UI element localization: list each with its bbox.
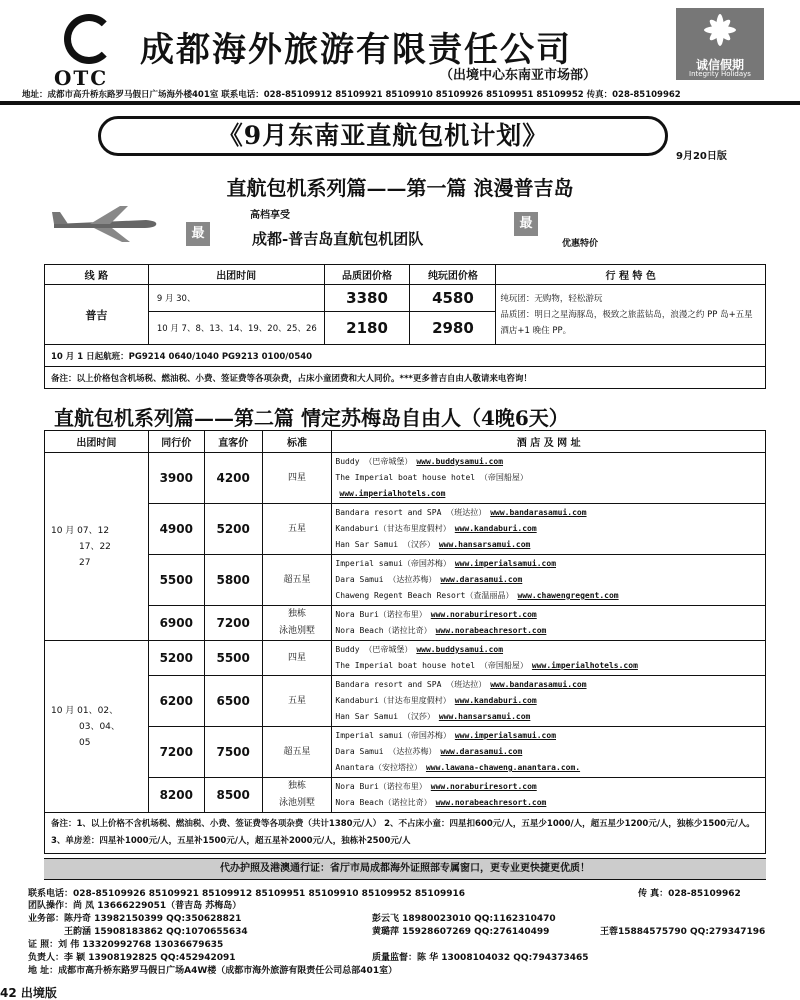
hotels-cell xyxy=(332,641,766,676)
hotel-name: Kandaburi（甘达布里度假村） xyxy=(335,696,451,705)
col-header: 出团时间 xyxy=(45,431,149,453)
date-line: 10 月 01、02、 xyxy=(51,705,119,716)
table-row xyxy=(45,641,766,676)
hotel-name: Dara Samui （达拉苏梅） xyxy=(335,575,437,584)
hotel-name: Han Sar Samui （汉莎） xyxy=(335,712,435,721)
hotel-name: Dara Samui （达拉苏梅） xyxy=(335,747,437,756)
brand-en: Integrity Holidays xyxy=(689,70,751,78)
hotel-name: Kandaburi（甘达布里度假村） xyxy=(335,524,451,533)
dates-cell xyxy=(45,453,149,641)
table-row xyxy=(45,606,766,641)
hotels-cell xyxy=(332,606,766,641)
department: （出境中心东南亚市场部） xyxy=(440,68,597,83)
hotel-line xyxy=(335,486,762,502)
direct-price: 8500 xyxy=(204,778,262,813)
hotel-name: Bandara resort and SPA （班达拉） xyxy=(335,508,487,517)
table-row xyxy=(45,778,766,813)
peer-price: 6200 xyxy=(148,676,204,727)
hotel-line xyxy=(335,588,762,604)
hotel-name: Nora Buri（诺拉布里） xyxy=(335,610,427,619)
hotel-line xyxy=(335,642,762,658)
series1-title: 直航包机系列篇——第一篇 浪漫普吉岛 xyxy=(226,176,574,200)
col-header: 酒 店 及 网 址 xyxy=(332,431,766,453)
hotel-url[interactable]: www.darasamui.com xyxy=(440,747,523,756)
hotel-line xyxy=(335,677,762,693)
version-label: 9月20日版 xyxy=(676,151,727,162)
pure-price: 2980 xyxy=(410,312,496,345)
hotel-url[interactable]: www.bandarasamui.com xyxy=(490,680,587,689)
table-row xyxy=(45,367,766,389)
premium-label: 高档享受 xyxy=(250,210,290,221)
hotel-url[interactable]: www.kandaburi.com xyxy=(454,696,537,705)
hotel-name: The Imperial boat house hotel （帝国船屋） xyxy=(335,473,528,482)
note-cell: 备注：以上价格包含机场税、燃油税、小费、签证费等各项杂费，占床小童团费和大人同价。***更多普吉自由人敬请来电咨询！ xyxy=(45,367,766,389)
hotel-name: Han Sar Samui （汉莎） xyxy=(335,540,435,549)
hotel-name: Nora Beach（诺拉比奇） xyxy=(335,626,432,635)
feature-line: 品质团：明日之星海豚岛，极致之旅蓝钻岛，浪漫之约 PP 岛+五星酒店+1 晚住 PP。 xyxy=(500,309,753,336)
peer-price: 4900 xyxy=(148,504,204,555)
hotels-cell xyxy=(332,778,766,813)
best-stamp-icon: 最 xyxy=(514,212,538,236)
hotel-url[interactable]: www.buddysamui.com xyxy=(416,457,504,466)
pure-price: 4580 xyxy=(410,285,496,312)
hotel-url[interactable]: www.hansarsamui.com xyxy=(438,712,531,721)
hotel-url[interactable]: www.norabeachresort.com xyxy=(435,798,547,807)
phone-line: 联系电话：028-85109926 85109921 85109912 85109951 85109910 85109952 85109916 xyxy=(28,889,466,899)
airplane-icon xyxy=(50,202,160,244)
hotel-url[interactable]: www.imperialsamui.com xyxy=(454,559,557,568)
peer-price: 6900 xyxy=(148,606,204,641)
page-label: 42 出境版 xyxy=(0,986,57,1000)
table-row xyxy=(45,727,766,778)
sales-line: 王蓉15884575790 QQ:279347196 xyxy=(600,927,766,937)
standard-cell: 超五星 xyxy=(262,727,332,778)
sales-line: 彭云飞 18980023010 QQ:1162310470 xyxy=(372,914,556,924)
hotel-url[interactable]: www.bandarasamui.com xyxy=(490,508,587,517)
hotel-url[interactable]: www.hansarsamui.com xyxy=(438,540,531,549)
peer-price: 5200 xyxy=(148,641,204,676)
quality-price: 2180 xyxy=(324,312,410,345)
route-cell: 普吉 xyxy=(45,285,149,345)
direct-price: 5500 xyxy=(204,641,262,676)
quality-price: 3380 xyxy=(324,285,410,312)
hotel-name: Buddy （巴帝城堡） xyxy=(335,645,413,654)
hotel-url[interactable]: www.buddysamui.com xyxy=(416,645,504,654)
flight-info: 10 月 1 日起航班：PG9214 0640/1040 PG9213 0100/0540 xyxy=(45,345,766,367)
table-row xyxy=(45,676,766,727)
date-line: 05 xyxy=(79,737,91,748)
dates-cell: 9 月 30、 xyxy=(148,285,324,312)
otc-mark-icon xyxy=(64,14,114,64)
hotel-url[interactable]: www.noraburiresort.com xyxy=(430,782,537,791)
table-row xyxy=(45,345,766,367)
hotel-name: Nora Beach（诺拉比奇） xyxy=(335,798,432,807)
standard-cell: 五星 xyxy=(262,676,332,727)
hotel-line xyxy=(335,607,762,623)
date-line: 03、04、 xyxy=(79,721,120,732)
note-cell: 备注：1、以上价格不含机场税、燃油税、小费、签证费等各项杂费（共计1380元/人） 2、不占床小童：四星扣600元/人，五星少1000/人，超五星少1200元/人，独栋少1500元/人。 3、单房差：四星补1000元/人，五星补1500元/人，超五星补2000元/人，独栋补2500元/人 xyxy=(45,813,766,854)
hotel-line xyxy=(335,572,762,588)
hotel-line xyxy=(335,505,762,521)
hotel-line xyxy=(335,693,762,709)
samui-price-table xyxy=(44,430,766,854)
standard-cell: 超五星 xyxy=(262,555,332,606)
hotel-name: Bandara resort and SPA （班达拉） xyxy=(335,680,487,689)
table-row xyxy=(45,813,766,854)
hotel-url[interactable]: www.chawengregent.com xyxy=(517,591,619,600)
hotel-url[interactable]: www.darasamui.com xyxy=(440,575,523,584)
hotel-line xyxy=(335,709,762,725)
dates-cell: 10 月 7、8、13、14、19、20、25、26 xyxy=(148,312,324,345)
hotel-line xyxy=(335,470,762,486)
palm-icon xyxy=(676,8,764,56)
best-stamp-icon: 最 xyxy=(186,222,210,246)
col-header: 行 程 特 色 xyxy=(496,265,766,285)
hotel-line xyxy=(335,537,762,553)
banner-title: 《9月东南亚直航包机计划》 xyxy=(98,116,668,156)
phuket-price-table xyxy=(44,264,766,389)
date-line: 27 xyxy=(79,557,91,568)
direct-price: 5800 xyxy=(204,555,262,606)
header-divider xyxy=(0,101,800,105)
otc-logo xyxy=(48,10,138,90)
hotel-url[interactable]: www.imperialhotels.com xyxy=(531,661,638,670)
hotel-name: Anantara（安拉塔拉） xyxy=(335,763,422,772)
series2-title: 直航包机系列篇——第二篇 情定苏梅岛自由人（4晚6天） xyxy=(54,406,569,430)
table-row xyxy=(45,504,766,555)
standard-cell: 独栋 泳池别墅 xyxy=(262,606,332,641)
col-header: 同行价 xyxy=(148,431,204,453)
promo-label: 优惠特价 xyxy=(562,239,599,249)
hotels-cell xyxy=(332,504,766,555)
table-row xyxy=(45,453,766,504)
table-header-row xyxy=(45,265,766,285)
ops-line: 团队操作：尚 凤 13666229051（普吉岛 苏梅岛） xyxy=(28,901,242,911)
hotel-url[interactable]: www.norabeachresort.com xyxy=(435,626,547,635)
direct-price: 7200 xyxy=(204,606,262,641)
contact-line: 地址：成都市高升桥东路罗马假日广场海外楼401室 联系电话：028-85109912 85109921 85109910 85109926 85109951 85109952 传真：028-85109962 xyxy=(22,90,681,100)
hotel-url[interactable]: www.lawana-chaweng.anantara.com. xyxy=(425,763,581,772)
visa-line: 证 照：刘 伟 13320992768 13036679635 xyxy=(28,940,224,950)
hotels-cell xyxy=(332,727,766,778)
col-header: 纯玩团价格 xyxy=(410,265,496,285)
date-line: 17、22 xyxy=(79,541,111,552)
fax-line: 传 真：028-85109962 xyxy=(638,889,741,899)
group-title: 成都-普吉岛直航包机团队 xyxy=(252,230,424,248)
brand-cn: 诚信假期 xyxy=(695,58,744,72)
sales-line: 业务部：陈丹奇 13982150399 QQ:350628821 xyxy=(28,914,242,924)
sales-line: 黄璐萍 15928607269 QQ:276140499 xyxy=(372,927,550,937)
direct-price: 5200 xyxy=(204,504,262,555)
hotels-cell xyxy=(332,676,766,727)
col-header: 出团时间 xyxy=(148,265,324,285)
hotel-name: Chaweng Regent Beach Resort（查温丽晶） xyxy=(335,591,514,600)
direct-price: 6500 xyxy=(204,676,262,727)
hotel-url[interactable]: www.imperialsamui.com xyxy=(454,731,557,740)
hotel-line xyxy=(335,795,762,811)
hotels-cell xyxy=(332,555,766,606)
standard-cell: 四星 xyxy=(262,453,332,504)
date-line: 10 月 07、12 xyxy=(51,525,110,536)
hotel-line xyxy=(335,521,762,537)
otc-label: OTC xyxy=(54,66,109,90)
qc-line: 质量监督：陈 华 13008104032 QQ:794373465 xyxy=(372,953,589,963)
col-header: 线 路 xyxy=(45,265,149,285)
samui-table-body xyxy=(45,453,766,813)
hotel-name: The Imperial boat house hotel （帝国船屋） xyxy=(335,661,528,670)
peer-price: 8200 xyxy=(148,778,204,813)
address-line: 地 址：成都市高升桥东路罗马假日广场A4W楼（成都市海外旅游有限责任公司总部401室） xyxy=(28,966,398,976)
manager-line: 负责人：李 颖 13908192825 QQ:452942091 xyxy=(28,953,236,963)
company-name: 成都海外旅游有限责任公司 xyxy=(140,30,572,70)
standard-cell: 五星 xyxy=(262,504,332,555)
hotel-name: Imperial samui（帝国苏梅） xyxy=(335,559,451,568)
passport-bar: 代办护照及港澳通行证：省厅市局成都海外证照部专属窗口，更专业更快捷更优质！ xyxy=(44,858,766,880)
standard-cell: 独栋 泳池别墅 xyxy=(262,778,332,813)
hotel-url[interactable]: www.noraburiresort.com xyxy=(430,610,537,619)
hotels-cell xyxy=(332,453,766,504)
table-header-row xyxy=(45,431,766,453)
sales-line: 王韵涵 15908183862 QQ:1070655634 xyxy=(64,927,248,937)
peer-price: 5500 xyxy=(148,555,204,606)
hotel-name: Buddy （巴帝城堡） xyxy=(335,457,413,466)
direct-price: 7500 xyxy=(204,727,262,778)
table-row xyxy=(45,285,766,312)
hotel-line xyxy=(335,454,762,470)
table-row xyxy=(45,555,766,606)
dates-cell xyxy=(45,641,149,813)
hotel-name: Nora Buri（诺拉布里） xyxy=(335,782,427,791)
hotel-line xyxy=(335,760,762,776)
direct-price: 4200 xyxy=(204,453,262,504)
feature-line: 纯玩团：无购物，轻松游玩 xyxy=(500,293,603,304)
hotel-line xyxy=(335,623,762,639)
hotel-name: Imperial samui（帝国苏梅） xyxy=(335,731,451,740)
brand-logo xyxy=(676,8,764,80)
hotel-url[interactable]: www.imperialhotels.com xyxy=(339,489,446,498)
col-header: 直客价 xyxy=(204,431,262,453)
hotel-url[interactable]: www.kandaburi.com xyxy=(454,524,537,533)
hotel-line xyxy=(335,744,762,760)
features-cell xyxy=(496,285,766,345)
col-header: 品质团价格 xyxy=(324,265,410,285)
hotel-line xyxy=(335,779,762,795)
standard-cell: 四星 xyxy=(262,641,332,676)
hotel-line xyxy=(335,556,762,572)
peer-price: 7200 xyxy=(148,727,204,778)
hotel-line xyxy=(335,658,762,674)
col-header: 标准 xyxy=(262,431,332,453)
hotel-line xyxy=(335,728,762,744)
peer-price: 3900 xyxy=(148,453,204,504)
